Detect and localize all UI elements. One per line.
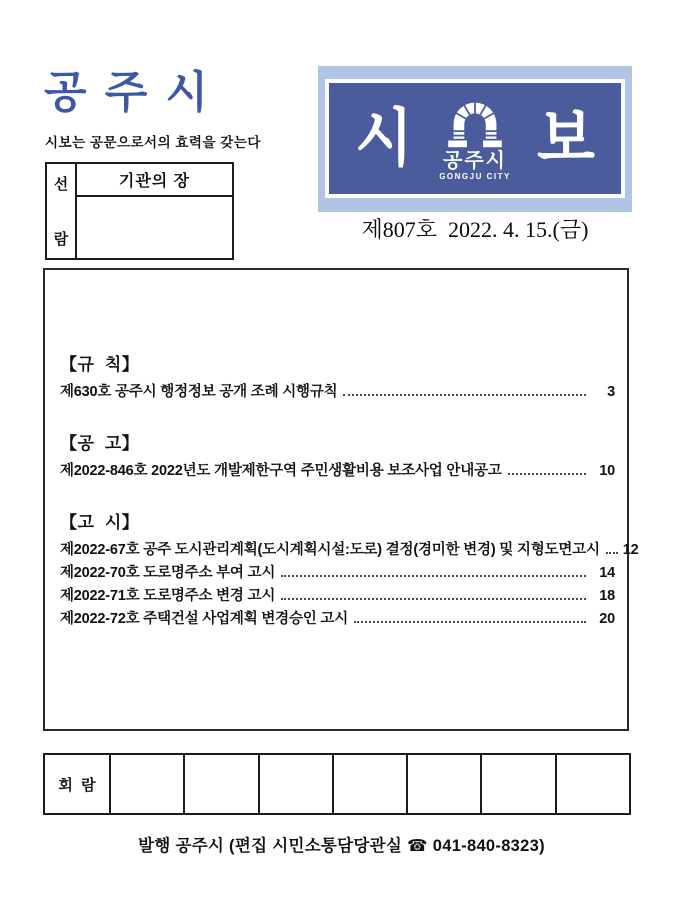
toc-section-rules (60, 350, 615, 400)
toc-item (60, 463, 615, 479)
circulation-empty-cell (259, 754, 333, 814)
toc-item-text: 제2022-71호 도로명주소 변경 고시 (60, 588, 276, 604)
toc-page-number: 10 (599, 463, 615, 479)
toc-section-public-notice (60, 429, 615, 479)
toc-item-text: 제2022-67호 공주 도시관리계획(도시계획시설:도로) 결정(경미한 변경) 및 지형도면고시 (60, 542, 600, 558)
dotted-leader (606, 552, 618, 554)
toc-item (60, 565, 615, 581)
logo-syllable-si: 시 (355, 102, 413, 174)
toc-box (43, 268, 639, 731)
toc-section-notifications (60, 508, 639, 627)
toc-section-title: 【고 시】 (60, 513, 140, 532)
toc-page-number: 18 (599, 588, 615, 604)
toc-item (60, 384, 615, 400)
approval-side-label-bottom: 람 (53, 231, 69, 248)
dotted-leader (281, 598, 586, 600)
approval-table (45, 162, 234, 260)
toc-section-title: 【규 칙】 (60, 355, 140, 374)
stone-arch-icon (437, 99, 513, 149)
gazette-slogan: 시보는 공문으로서의 효력을 갖는다 (45, 135, 261, 150)
toc-item-text: 제630호 공주시 행정정보 공개 조례 시행규칙 (60, 384, 338, 400)
circulation-empty-cell (184, 754, 258, 814)
toc-item (60, 542, 639, 558)
city-title: 공 주 시 (44, 68, 211, 117)
issue-number-and-date: 제807호 2022. 4. 15.(금) (361, 217, 589, 242)
toc-item-text: 제2022-72호 주택건설 사업계획 변경승인 고시 (60, 611, 349, 627)
toc-page-number: 14 (599, 565, 615, 581)
logo-center-emblem (437, 99, 513, 182)
logo-city-name-en: GONGJU CITY (439, 172, 511, 182)
toc-item-text: 제2022-846호 2022년도 개발제한구역 주민생활비용 보조사업 안내공고 (60, 463, 502, 479)
circulation-empty-cell (481, 754, 555, 814)
circulation-label: 회 람 (44, 754, 110, 814)
gazette-logo (318, 66, 632, 212)
approval-side-label-top: 선 (53, 176, 69, 193)
toc-page-number: 20 (599, 611, 615, 627)
toc-item-text: 제2022-70호 도로명주소 부여 고시 (60, 565, 276, 581)
circulation-empty-cell (556, 754, 630, 814)
gazette-logo-inner (325, 79, 625, 198)
circulation-empty-cell (333, 754, 407, 814)
logo-city-name-ko: 공주시 (443, 150, 507, 173)
publisher-footer: 발행 공주시 (편집 시민소통담당관실 ☎ 041-840-8323) (138, 837, 545, 855)
approval-column-header: 기관의 장 (76, 163, 233, 196)
toc-item (60, 611, 615, 627)
circulation-empty-cell (110, 754, 184, 814)
toc-section-title: 【공 고】 (60, 434, 140, 453)
approval-side-cell (46, 163, 76, 259)
circulation-table (43, 753, 631, 815)
dotted-leader (343, 394, 586, 396)
dotted-leader (281, 575, 586, 577)
dotted-leader (508, 473, 586, 475)
circulation-empty-cell (407, 754, 481, 814)
approval-signature-cell (76, 196, 233, 259)
logo-syllable-bo: 보 (537, 102, 595, 174)
toc-page-number: 12 (622, 542, 639, 558)
toc-page-number: 3 (607, 384, 615, 400)
toc-item (60, 588, 615, 604)
dotted-leader (354, 621, 586, 623)
